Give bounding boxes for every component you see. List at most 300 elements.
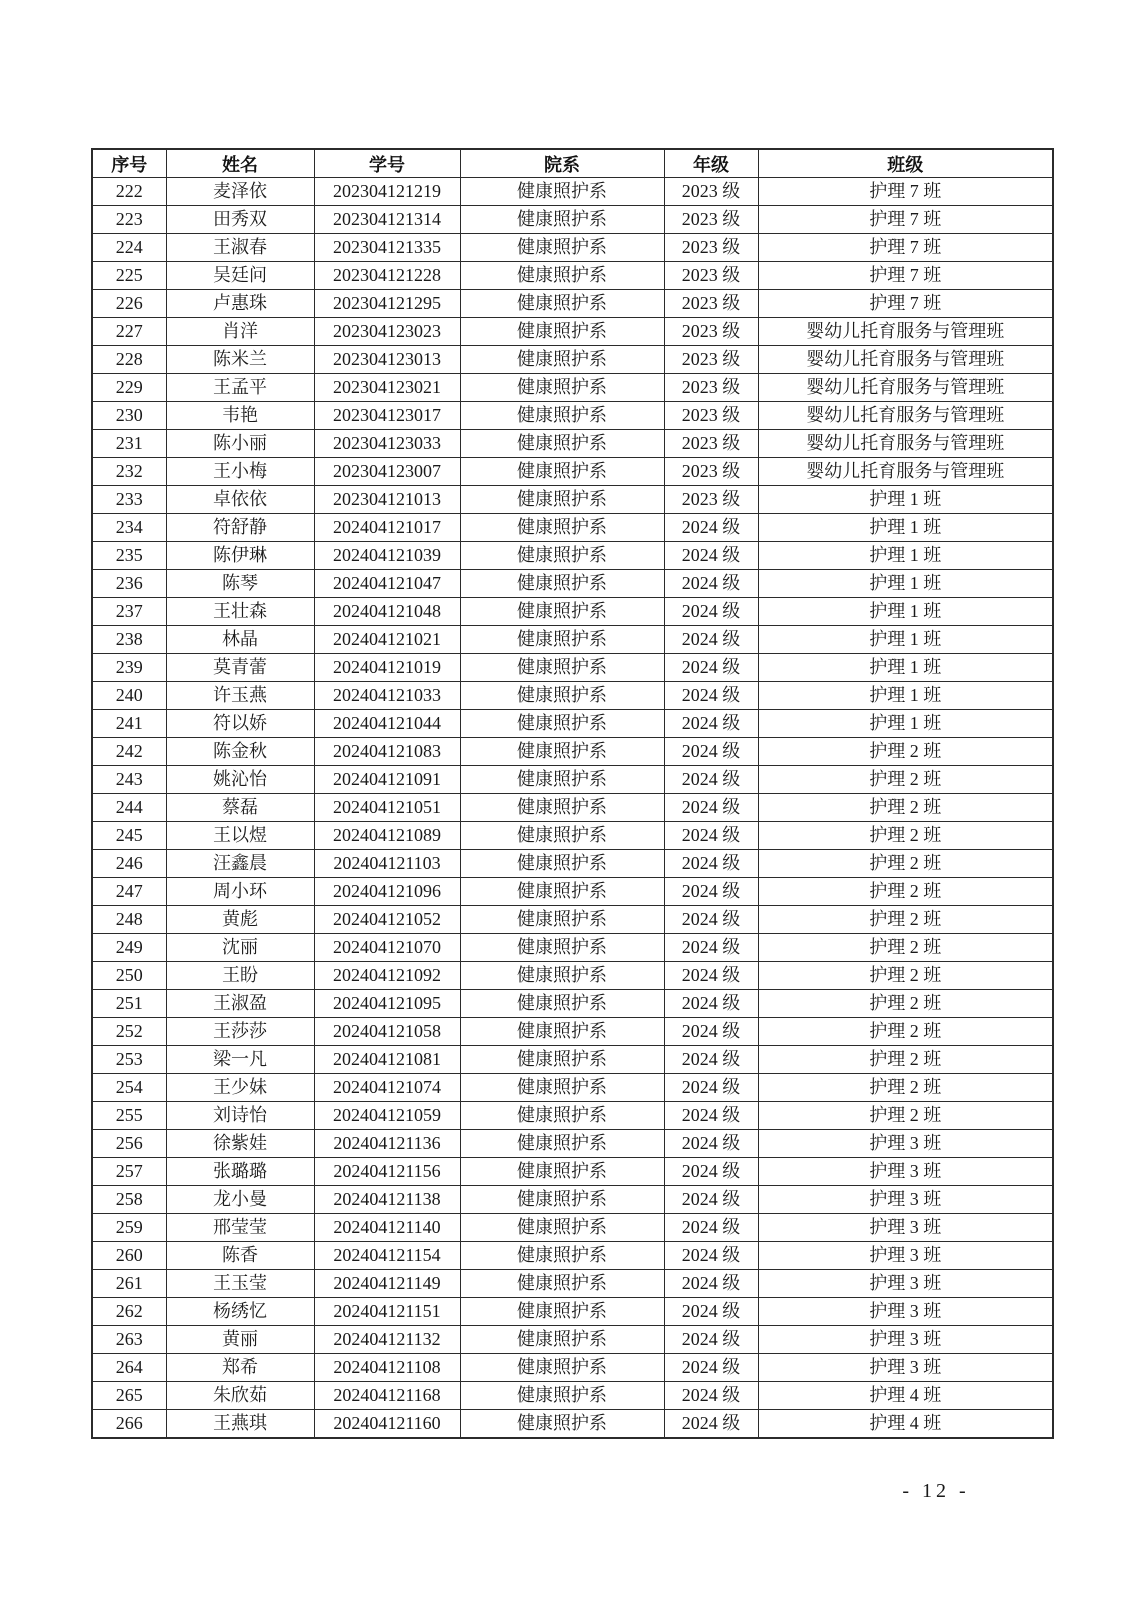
table-cell-no: 237 xyxy=(92,598,166,626)
table-cell-class: 护理 1 班 xyxy=(758,710,1053,738)
table-cell-grade: 2024 级 xyxy=(664,1074,758,1102)
table-cell-grade: 2024 级 xyxy=(664,934,758,962)
table-cell-no: 259 xyxy=(92,1214,166,1242)
table-row xyxy=(92,962,1053,990)
table-cell-department: 健康照护系 xyxy=(460,1298,664,1326)
table-cell-department: 健康照护系 xyxy=(460,570,664,598)
table-cell-student-id: 202404121168 xyxy=(314,1382,460,1410)
table-cell-department: 健康照护系 xyxy=(460,682,664,710)
table-cell-grade: 2023 级 xyxy=(664,346,758,374)
table-row xyxy=(92,486,1053,514)
table-cell-name: 徐紫娃 xyxy=(166,1130,314,1158)
table-cell-department: 健康照护系 xyxy=(460,1382,664,1410)
page-number: - 12 - xyxy=(902,1480,970,1502)
table-cell-class: 护理 7 班 xyxy=(758,234,1053,262)
table-cell-class: 护理 3 班 xyxy=(758,1326,1053,1354)
table-cell-name: 杨绣忆 xyxy=(166,1298,314,1326)
student-roster-table xyxy=(91,148,1054,1439)
table-row xyxy=(92,934,1053,962)
table-row xyxy=(92,1102,1053,1130)
table-cell-name: 姚沁怡 xyxy=(166,766,314,794)
table-cell-name: 莫青蕾 xyxy=(166,654,314,682)
table-cell-grade: 2024 级 xyxy=(664,794,758,822)
table-row xyxy=(92,794,1053,822)
table-cell-grade: 2023 级 xyxy=(664,318,758,346)
table-cell-student-id: 202404121021 xyxy=(314,626,460,654)
table-cell-class: 护理 1 班 xyxy=(758,626,1053,654)
table-cell-name: 黄丽 xyxy=(166,1326,314,1354)
table-cell-grade: 2024 级 xyxy=(664,626,758,654)
table-cell-class: 护理 2 班 xyxy=(758,934,1053,962)
table-cell-department: 健康照护系 xyxy=(460,598,664,626)
table-cell-department: 健康照护系 xyxy=(460,1410,664,1439)
table-row xyxy=(92,906,1053,934)
table-cell-name: 王以煜 xyxy=(166,822,314,850)
table-cell-name: 周小环 xyxy=(166,878,314,906)
table-cell-no: 228 xyxy=(92,346,166,374)
col-header-name: 姓名 xyxy=(166,149,314,178)
table-cell-class: 护理 7 班 xyxy=(758,262,1053,290)
table-cell-class: 护理 2 班 xyxy=(758,1046,1053,1074)
table-row xyxy=(92,1382,1053,1410)
table-row xyxy=(92,458,1053,486)
table-cell-class: 护理 3 班 xyxy=(758,1214,1053,1242)
table-cell-no: 225 xyxy=(92,262,166,290)
table-cell-name: 许玉燕 xyxy=(166,682,314,710)
table-cell-class: 护理 4 班 xyxy=(758,1410,1053,1439)
table-cell-student-id: 202404121039 xyxy=(314,542,460,570)
table-cell-department: 健康照护系 xyxy=(460,1018,664,1046)
table-cell-department: 健康照护系 xyxy=(460,710,664,738)
table-cell-grade: 2024 级 xyxy=(664,682,758,710)
table-cell-department: 健康照护系 xyxy=(460,878,664,906)
table-cell-class: 护理 1 班 xyxy=(758,486,1053,514)
table-cell-grade: 2024 级 xyxy=(664,710,758,738)
table-cell-grade: 2024 级 xyxy=(664,598,758,626)
table-cell-department: 健康照护系 xyxy=(460,626,664,654)
table-cell-no: 234 xyxy=(92,514,166,542)
table-cell-grade: 2023 级 xyxy=(664,402,758,430)
table-cell-student-id: 202404121083 xyxy=(314,738,460,766)
col-header-student-id: 学号 xyxy=(314,149,460,178)
table-cell-grade: 2024 级 xyxy=(664,1270,758,1298)
table-cell-class: 护理 2 班 xyxy=(758,990,1053,1018)
table-cell-no: 258 xyxy=(92,1186,166,1214)
table-cell-class: 护理 3 班 xyxy=(758,1242,1053,1270)
table-cell-no: 248 xyxy=(92,906,166,934)
table-cell-department: 健康照护系 xyxy=(460,906,664,934)
table-cell-no: 252 xyxy=(92,1018,166,1046)
table-cell-department: 健康照护系 xyxy=(460,206,664,234)
table-cell-student-id: 202304123007 xyxy=(314,458,460,486)
table-row xyxy=(92,1354,1053,1382)
table-cell-no: 250 xyxy=(92,962,166,990)
table-cell-class: 护理 7 班 xyxy=(758,206,1053,234)
table-cell-department: 健康照护系 xyxy=(460,346,664,374)
table-cell-department: 健康照护系 xyxy=(460,262,664,290)
table-cell-grade: 2024 级 xyxy=(664,1298,758,1326)
table-cell-department: 健康照护系 xyxy=(460,794,664,822)
table-cell-class: 护理 2 班 xyxy=(758,1074,1053,1102)
table-row xyxy=(92,682,1053,710)
table-cell-class: 护理 3 班 xyxy=(758,1158,1053,1186)
table-cell-name: 王孟平 xyxy=(166,374,314,402)
table-row xyxy=(92,1214,1053,1242)
table-cell-department: 健康照护系 xyxy=(460,458,664,486)
table-cell-student-id: 202404121048 xyxy=(314,598,460,626)
table-row xyxy=(92,822,1053,850)
table-cell-no: 261 xyxy=(92,1270,166,1298)
table-cell-student-id: 202404121136 xyxy=(314,1130,460,1158)
table-cell-no: 257 xyxy=(92,1158,166,1186)
table-cell-no: 262 xyxy=(92,1298,166,1326)
table-cell-name: 符舒静 xyxy=(166,514,314,542)
table-cell-class: 护理 2 班 xyxy=(758,906,1053,934)
table-cell-no: 224 xyxy=(92,234,166,262)
table-row xyxy=(92,1130,1053,1158)
table-cell-student-id: 202404121140 xyxy=(314,1214,460,1242)
table-cell-no: 254 xyxy=(92,1074,166,1102)
table-cell-department: 健康照护系 xyxy=(460,1354,664,1382)
table-cell-name: 陈米兰 xyxy=(166,346,314,374)
table-cell-student-id: 202404121089 xyxy=(314,822,460,850)
table-cell-no: 223 xyxy=(92,206,166,234)
table-cell-student-id: 202404121095 xyxy=(314,990,460,1018)
table-cell-student-id: 202304121219 xyxy=(314,178,460,206)
table-cell-student-id: 202404121074 xyxy=(314,1074,460,1102)
table-cell-student-id: 202304121314 xyxy=(314,206,460,234)
col-header-class: 班级 xyxy=(758,149,1053,178)
table-cell-student-id: 202404121149 xyxy=(314,1270,460,1298)
table-cell-grade: 2024 级 xyxy=(664,822,758,850)
table-cell-grade: 2024 级 xyxy=(664,1102,758,1130)
table-cell-department: 健康照护系 xyxy=(460,1102,664,1130)
table-cell-no: 238 xyxy=(92,626,166,654)
table-cell-grade: 2024 级 xyxy=(664,738,758,766)
table-cell-grade: 2024 级 xyxy=(664,1130,758,1158)
table-row xyxy=(92,542,1053,570)
table-cell-class: 护理 1 班 xyxy=(758,542,1053,570)
table-cell-class: 护理 2 班 xyxy=(758,766,1053,794)
table-cell-name: 王少妹 xyxy=(166,1074,314,1102)
table-cell-class: 护理 2 班 xyxy=(758,850,1053,878)
table-cell-name: 陈小丽 xyxy=(166,430,314,458)
table-cell-student-id: 202404121019 xyxy=(314,654,460,682)
table-cell-grade: 2024 级 xyxy=(664,1354,758,1382)
table-cell-department: 健康照护系 xyxy=(460,1158,664,1186)
table-cell-class: 护理 4 班 xyxy=(758,1382,1053,1410)
table-cell-no: 239 xyxy=(92,654,166,682)
table-cell-class: 婴幼儿托育服务与管理班 xyxy=(758,430,1053,458)
table-cell-name: 王淑春 xyxy=(166,234,314,262)
table-cell-no: 255 xyxy=(92,1102,166,1130)
table-cell-student-id: 202404121138 xyxy=(314,1186,460,1214)
table-cell-department: 健康照护系 xyxy=(460,1242,664,1270)
table-cell-department: 健康照护系 xyxy=(460,1074,664,1102)
table-cell-class: 护理 1 班 xyxy=(758,570,1053,598)
table-cell-class: 护理 7 班 xyxy=(758,178,1053,206)
table-cell-class: 护理 2 班 xyxy=(758,822,1053,850)
table-cell-department: 健康照护系 xyxy=(460,990,664,1018)
table-cell-department: 健康照护系 xyxy=(460,654,664,682)
table-row xyxy=(92,738,1053,766)
table-cell-student-id: 202404121091 xyxy=(314,766,460,794)
table-cell-class: 护理 2 班 xyxy=(758,1102,1053,1130)
table-cell-name: 沈丽 xyxy=(166,934,314,962)
table-cell-department: 健康照护系 xyxy=(460,962,664,990)
table-cell-grade: 2024 级 xyxy=(664,906,758,934)
table-row xyxy=(92,1046,1053,1074)
table-cell-no: 245 xyxy=(92,822,166,850)
table-cell-no: 226 xyxy=(92,290,166,318)
table-cell-department: 健康照护系 xyxy=(460,234,664,262)
table-cell-department: 健康照护系 xyxy=(460,290,664,318)
col-header-department: 院系 xyxy=(460,149,664,178)
table-cell-class: 护理 3 班 xyxy=(758,1130,1053,1158)
table-cell-class: 护理 3 班 xyxy=(758,1186,1053,1214)
table-cell-name: 陈琴 xyxy=(166,570,314,598)
table-row xyxy=(92,1326,1053,1354)
table-cell-name: 田秀双 xyxy=(166,206,314,234)
table-cell-student-id: 202404121081 xyxy=(314,1046,460,1074)
table-cell-no: 244 xyxy=(92,794,166,822)
table-cell-department: 健康照护系 xyxy=(460,1214,664,1242)
table-cell-name: 郑希 xyxy=(166,1354,314,1382)
table-cell-grade: 2024 级 xyxy=(664,1242,758,1270)
table-cell-no: 243 xyxy=(92,766,166,794)
table-row xyxy=(92,290,1053,318)
table-cell-name: 邢莹莹 xyxy=(166,1214,314,1242)
table-cell-class: 护理 2 班 xyxy=(758,794,1053,822)
table-cell-no: 241 xyxy=(92,710,166,738)
table-cell-student-id: 202304123021 xyxy=(314,374,460,402)
table-cell-class: 婴幼儿托育服务与管理班 xyxy=(758,346,1053,374)
table-cell-name: 王玉莹 xyxy=(166,1270,314,1298)
table-cell-class: 护理 2 班 xyxy=(758,962,1053,990)
table-cell-grade: 2024 级 xyxy=(664,1046,758,1074)
table-cell-name: 蔡磊 xyxy=(166,794,314,822)
table-cell-student-id: 202304123033 xyxy=(314,430,460,458)
table-row xyxy=(92,206,1053,234)
table-row xyxy=(92,1298,1053,1326)
table-row xyxy=(92,234,1053,262)
table-cell-student-id: 202404121132 xyxy=(314,1326,460,1354)
table-cell-no: 236 xyxy=(92,570,166,598)
table-cell-grade: 2024 级 xyxy=(664,990,758,1018)
table-cell-name: 卓依依 xyxy=(166,486,314,514)
table-row xyxy=(92,1074,1053,1102)
table-cell-name: 朱欣茹 xyxy=(166,1382,314,1410)
table-cell-grade: 2023 级 xyxy=(664,206,758,234)
table-cell-name: 王莎莎 xyxy=(166,1018,314,1046)
table-cell-student-id: 202404121160 xyxy=(314,1410,460,1439)
table-cell-department: 健康照护系 xyxy=(460,402,664,430)
table-cell-department: 健康照护系 xyxy=(460,1186,664,1214)
table-cell-department: 健康照护系 xyxy=(460,374,664,402)
table-cell-name: 卢惠珠 xyxy=(166,290,314,318)
table-row xyxy=(92,878,1053,906)
table-cell-department: 健康照护系 xyxy=(460,766,664,794)
table-cell-no: 231 xyxy=(92,430,166,458)
table-row xyxy=(92,1410,1053,1439)
table-cell-name: 林晶 xyxy=(166,626,314,654)
table-cell-no: 266 xyxy=(92,1410,166,1439)
table-cell-class: 护理 1 班 xyxy=(758,682,1053,710)
table-cell-student-id: 202404121108 xyxy=(314,1354,460,1382)
table-cell-name: 梁一凡 xyxy=(166,1046,314,1074)
table-cell-grade: 2023 级 xyxy=(664,262,758,290)
table-cell-department: 健康照护系 xyxy=(460,850,664,878)
table-cell-student-id: 202404121033 xyxy=(314,682,460,710)
table-cell-no: 265 xyxy=(92,1382,166,1410)
table-cell-department: 健康照护系 xyxy=(460,1326,664,1354)
table-row xyxy=(92,1242,1053,1270)
table-cell-name: 张璐璐 xyxy=(166,1158,314,1186)
col-header-no: 序号 xyxy=(92,149,166,178)
table-row xyxy=(92,1186,1053,1214)
table-cell-no: 247 xyxy=(92,878,166,906)
table-cell-department: 健康照护系 xyxy=(460,1130,664,1158)
table-cell-student-id: 202404121044 xyxy=(314,710,460,738)
table-cell-department: 健康照护系 xyxy=(460,318,664,346)
table-cell-grade: 2024 级 xyxy=(664,1382,758,1410)
table-cell-name: 符以娇 xyxy=(166,710,314,738)
table-cell-name: 龙小曼 xyxy=(166,1186,314,1214)
table-cell-class: 护理 3 班 xyxy=(758,1270,1053,1298)
table-cell-grade: 2024 级 xyxy=(664,766,758,794)
table-cell-student-id: 202404121151 xyxy=(314,1298,460,1326)
table-cell-no: 256 xyxy=(92,1130,166,1158)
table-cell-grade: 2024 级 xyxy=(664,514,758,542)
table-cell-class: 护理 7 班 xyxy=(758,290,1053,318)
table-row xyxy=(92,1018,1053,1046)
table-cell-no: 235 xyxy=(92,542,166,570)
table-cell-name: 王小梅 xyxy=(166,458,314,486)
table-cell-grade: 2023 级 xyxy=(664,178,758,206)
table-cell-name: 陈香 xyxy=(166,1242,314,1270)
table-cell-no: 232 xyxy=(92,458,166,486)
table-cell-student-id: 202404121051 xyxy=(314,794,460,822)
table-cell-class: 护理 2 班 xyxy=(758,878,1053,906)
table-cell-grade: 2024 级 xyxy=(664,1326,758,1354)
table-cell-class: 婴幼儿托育服务与管理班 xyxy=(758,374,1053,402)
table-row xyxy=(92,178,1053,206)
table-cell-grade: 2024 级 xyxy=(664,850,758,878)
table-cell-department: 健康照护系 xyxy=(460,514,664,542)
table-cell-class: 护理 1 班 xyxy=(758,654,1053,682)
table-cell-department: 健康照护系 xyxy=(460,542,664,570)
table-row xyxy=(92,850,1053,878)
table-cell-name: 肖洋 xyxy=(166,318,314,346)
table-cell-grade: 2023 级 xyxy=(664,290,758,318)
table-cell-grade: 2024 级 xyxy=(664,654,758,682)
table-cell-student-id: 202304123013 xyxy=(314,346,460,374)
table-row xyxy=(92,570,1053,598)
table-row xyxy=(92,626,1053,654)
table-cell-no: 263 xyxy=(92,1326,166,1354)
table-cell-student-id: 202404121052 xyxy=(314,906,460,934)
table-row xyxy=(92,346,1053,374)
table-cell-student-id: 202304121295 xyxy=(314,290,460,318)
table-row xyxy=(92,766,1053,794)
table-cell-department: 健康照护系 xyxy=(460,822,664,850)
table-row xyxy=(92,1158,1053,1186)
table-cell-name: 陈金秋 xyxy=(166,738,314,766)
table-cell-no: 251 xyxy=(92,990,166,1018)
table-cell-class: 护理 3 班 xyxy=(758,1298,1053,1326)
table-cell-student-id: 202304121013 xyxy=(314,486,460,514)
table-cell-student-id: 202404121096 xyxy=(314,878,460,906)
table-cell-no: 246 xyxy=(92,850,166,878)
table-cell-grade: 2024 级 xyxy=(664,542,758,570)
table-row xyxy=(92,318,1053,346)
table-cell-student-id: 202404121156 xyxy=(314,1158,460,1186)
table-cell-no: 260 xyxy=(92,1242,166,1270)
table-cell-grade: 2023 级 xyxy=(664,458,758,486)
table-cell-name: 王壮森 xyxy=(166,598,314,626)
table-cell-grade: 2024 级 xyxy=(664,570,758,598)
table-cell-name: 王盼 xyxy=(166,962,314,990)
table-cell-no: 264 xyxy=(92,1354,166,1382)
table-cell-grade: 2023 级 xyxy=(664,374,758,402)
table-cell-department: 健康照护系 xyxy=(460,486,664,514)
table-cell-student-id: 202404121017 xyxy=(314,514,460,542)
table-cell-class: 护理 1 班 xyxy=(758,514,1053,542)
table-cell-no: 230 xyxy=(92,402,166,430)
table-cell-department: 健康照护系 xyxy=(460,430,664,458)
table-cell-student-id: 202304123017 xyxy=(314,402,460,430)
table-cell-student-id: 202404121154 xyxy=(314,1242,460,1270)
table-cell-no: 227 xyxy=(92,318,166,346)
table-cell-no: 249 xyxy=(92,934,166,962)
table-row xyxy=(92,514,1053,542)
col-header-grade: 年级 xyxy=(664,149,758,178)
table-cell-name: 汪鑫晨 xyxy=(166,850,314,878)
table-cell-class: 护理 2 班 xyxy=(758,1018,1053,1046)
table-cell-no: 233 xyxy=(92,486,166,514)
table-cell-student-id: 202404121103 xyxy=(314,850,460,878)
table-cell-department: 健康照护系 xyxy=(460,738,664,766)
table-cell-name: 吴廷问 xyxy=(166,262,314,290)
table-row xyxy=(92,598,1053,626)
table-cell-student-id: 202304121228 xyxy=(314,262,460,290)
table-cell-no: 222 xyxy=(92,178,166,206)
table-cell-department: 健康照护系 xyxy=(460,934,664,962)
table-row xyxy=(92,262,1053,290)
table-cell-student-id: 202304121335 xyxy=(314,234,460,262)
table-cell-class: 婴幼儿托育服务与管理班 xyxy=(758,458,1053,486)
table-cell-grade: 2024 级 xyxy=(664,878,758,906)
table-row xyxy=(92,654,1053,682)
table-cell-class: 护理 1 班 xyxy=(758,598,1053,626)
table-cell-student-id: 202404121058 xyxy=(314,1018,460,1046)
table-cell-student-id: 202404121070 xyxy=(314,934,460,962)
table-cell-grade: 2024 级 xyxy=(664,1186,758,1214)
table-cell-no: 242 xyxy=(92,738,166,766)
table-cell-department: 健康照护系 xyxy=(460,1046,664,1074)
table-row xyxy=(92,374,1053,402)
table-cell-department: 健康照护系 xyxy=(460,1270,664,1298)
table-cell-name: 韦艳 xyxy=(166,402,314,430)
table-cell-grade: 2023 级 xyxy=(664,486,758,514)
table-cell-name: 王淑盈 xyxy=(166,990,314,1018)
table-cell-name: 刘诗怡 xyxy=(166,1102,314,1130)
table-cell-grade: 2024 级 xyxy=(664,1018,758,1046)
table-cell-class: 护理 2 班 xyxy=(758,738,1053,766)
table-row xyxy=(92,430,1053,458)
table-cell-grade: 2024 级 xyxy=(664,1214,758,1242)
table-cell-class: 婴幼儿托育服务与管理班 xyxy=(758,402,1053,430)
